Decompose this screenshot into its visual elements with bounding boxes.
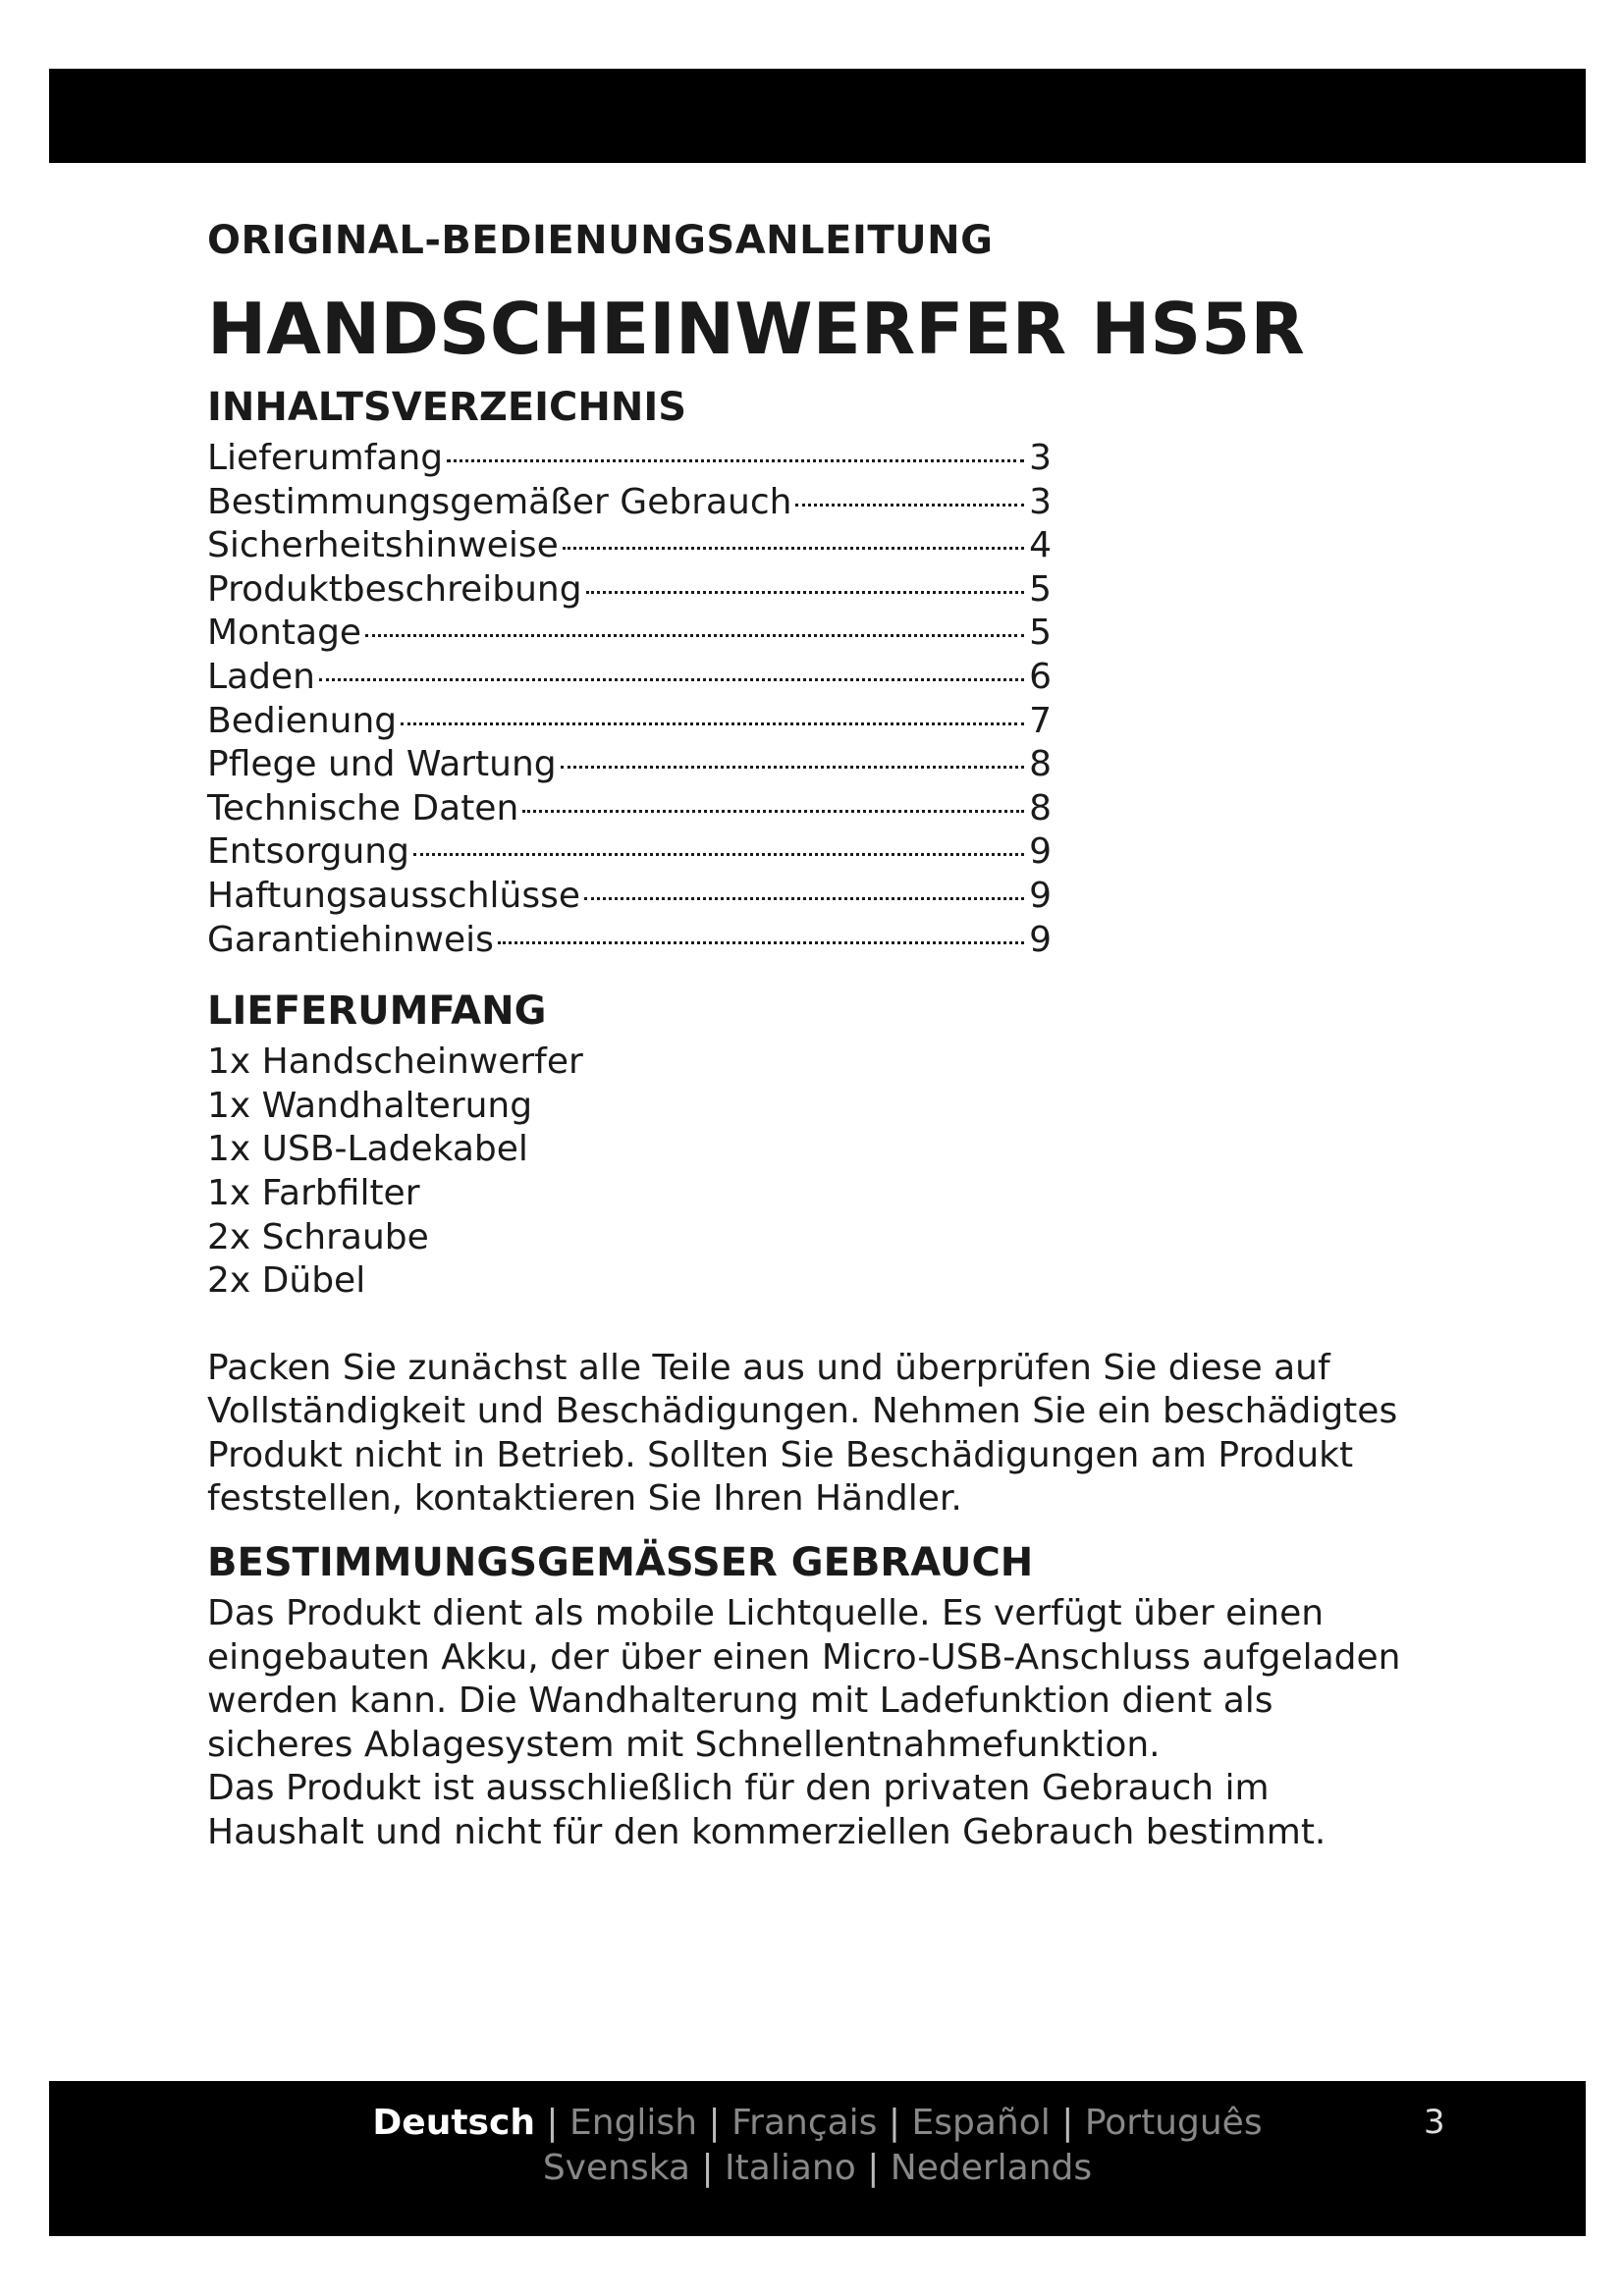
- language-row-2: [49, 2146, 1586, 2191]
- intended-use-paragraph: Das Produkt dient als mobile Lichtquelle. Es verfügt über einen eingebauten Akku, der über einen Micro-USB-Anschluss aufgeladen werden kann. Die Wandhalterung mit Ladefunktion dient als sicheres Ablagesystem mit Schnellentnahmefunktion.: [207, 1593, 1401, 1765]
- language-row-1: [49, 2101, 1586, 2146]
- toc-leader-dots: [413, 853, 1024, 856]
- toc-leader-dots: [401, 722, 1024, 725]
- delivery-paragraph: Packen Sie zunächst alle Teile aus und überprüfen Sie diese auf Vollständigkeit und Beschädigungen. Nehmen Sie ein beschädigtes Produkt nicht in Betrieb. Sollten Sie Beschädigungen am Produkt feststellen, kontaktieren Sie Ihren Händler.: [207, 1347, 1398, 1520]
- language-nav: [49, 2101, 1586, 2191]
- lang-link-espanol[interactable]: Español: [911, 2103, 1051, 2143]
- toc-entry-label: Bestimmungsgemäßer Gebrauch: [207, 481, 792, 522]
- list-item: 1x Farbfilter: [207, 1172, 420, 1213]
- toc-entry-page: 4: [1029, 525, 1052, 566]
- lang-link-italiano[interactable]: Italiano: [725, 2148, 856, 2188]
- delivery-heading: LIEFERUMFANG: [207, 988, 547, 1035]
- lang-link-deutsch[interactable]: Deutsch: [372, 2103, 535, 2143]
- toc-entry-page: 6: [1029, 656, 1052, 697]
- toc-entry[interactable]: [207, 612, 1052, 656]
- toc-entry[interactable]: [207, 875, 1052, 919]
- lang-separator: |: [888, 2103, 901, 2143]
- lang-separator: |: [546, 2103, 559, 2143]
- list-item: 2x Schraube: [207, 1216, 429, 1257]
- toc-entry[interactable]: [207, 437, 1052, 481]
- toc-leader-dots: [522, 810, 1024, 813]
- toc-heading: INHALTSVERZEICHNIS: [207, 385, 687, 430]
- toc-entry[interactable]: [207, 524, 1052, 568]
- list-item: 1x Wandhalterung: [207, 1085, 533, 1126]
- toc-entry-label: Bedienung: [207, 700, 398, 741]
- document-subtitle: ORIGINAL-BEDIENUNGSANLEITUNG: [207, 218, 994, 263]
- list-item: 1x USB-Ladekabel: [207, 1129, 528, 1170]
- toc-entry-label: Sicherheitshinweise: [207, 525, 559, 566]
- toc-entry[interactable]: [207, 743, 1052, 787]
- toc-entry-page: 3: [1029, 481, 1052, 522]
- toc-entry[interactable]: [207, 481, 1052, 525]
- toc-leader-dots: [795, 504, 1024, 507]
- lang-link-francais[interactable]: Français: [731, 2103, 878, 2143]
- lang-separator: |: [867, 2148, 880, 2188]
- lang-separator: |: [701, 2148, 714, 2188]
- table-of-contents: [207, 437, 1052, 962]
- lang-separator: |: [708, 2103, 721, 2143]
- footer-bar: [49, 2081, 1586, 2236]
- toc-leader-dots: [584, 897, 1024, 900]
- toc-leader-dots: [586, 591, 1024, 594]
- intended-use-paragraph-2: Das Produkt ist ausschließlich für den privaten Gebrauch im Haushalt und nicht für den kommerziellen Gebrauch bestimmt.: [207, 1768, 1326, 1853]
- toc-entry-page: 9: [1029, 831, 1052, 873]
- lang-link-portugues[interactable]: Português: [1084, 2103, 1263, 2143]
- toc-entry-label: Laden: [207, 656, 315, 697]
- toc-entry-page: 8: [1029, 744, 1052, 785]
- toc-entry-page: 9: [1029, 875, 1052, 916]
- toc-entry-label: Haftungsausschlüsse: [207, 875, 581, 916]
- toc-entry-page: 5: [1029, 568, 1052, 610]
- list-item: 2x Dübel: [207, 1260, 366, 1302]
- toc-leader-dots: [319, 678, 1024, 681]
- toc-entry-label: Produktbeschreibung: [207, 568, 582, 610]
- toc-leader-dots: [563, 547, 1024, 550]
- lang-link-english[interactable]: English: [569, 2103, 698, 2143]
- toc-leader-dots: [365, 634, 1024, 637]
- toc-entry-page: 9: [1029, 919, 1052, 960]
- document-title: HANDSCHEINWERFER HS5R: [207, 288, 1305, 370]
- lang-separator: |: [1061, 2103, 1074, 2143]
- toc-entry-label: Garantiehinweis: [207, 919, 494, 960]
- toc-entry-page: 8: [1029, 787, 1052, 828]
- page-content: [207, 211, 1425, 1855]
- toc-leader-dots: [498, 941, 1024, 944]
- intended-use-heading: BESTIMMUNGSGEMÄSSER GEBRAUCH: [207, 1540, 1034, 1586]
- toc-entry[interactable]: [207, 656, 1052, 700]
- lang-link-nederlands[interactable]: Nederlands: [890, 2148, 1093, 2188]
- toc-entry-label: Montage: [207, 613, 362, 654]
- toc-entry-page: 3: [1029, 438, 1052, 478]
- lang-link-svenska[interactable]: Svenska: [542, 2148, 690, 2188]
- toc-entry[interactable]: [207, 568, 1052, 613]
- list-item: 1x Handscheinwerfer: [207, 1041, 583, 1083]
- delivery-list: [207, 1041, 1425, 1304]
- page-number: 3: [1424, 2103, 1445, 2142]
- toc-entry-label: Technische Daten: [207, 787, 519, 828]
- toc-entry[interactable]: [207, 700, 1052, 744]
- toc-entry[interactable]: [207, 787, 1052, 831]
- toc-entry-page: 7: [1029, 700, 1052, 741]
- toc-entry-page: 5: [1029, 613, 1052, 654]
- toc-entry-label: Lieferumfang: [207, 438, 444, 478]
- toc-leader-dots: [447, 459, 1024, 462]
- toc-entry-label: Pflege und Wartung: [207, 744, 557, 785]
- toc-leader-dots: [561, 766, 1024, 769]
- header-bar: [49, 69, 1586, 163]
- toc-entry[interactable]: [207, 919, 1052, 963]
- toc-entry-label: Entsorgung: [207, 831, 409, 873]
- toc-entry[interactable]: [207, 830, 1052, 875]
